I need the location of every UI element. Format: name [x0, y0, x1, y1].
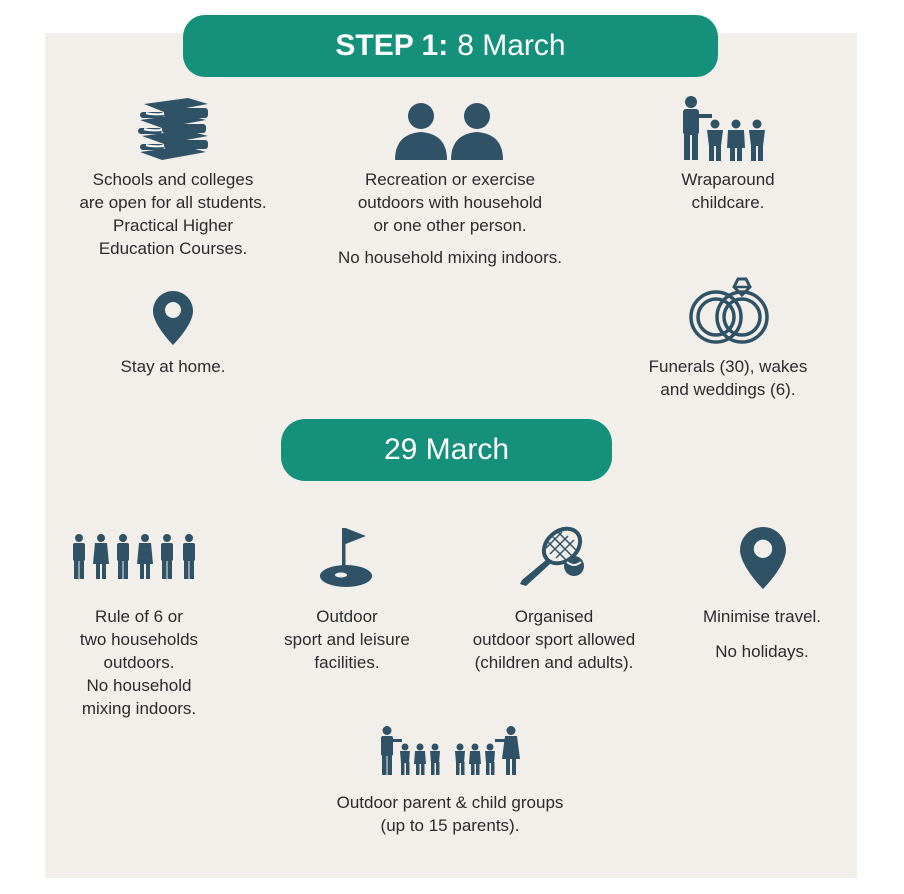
- books-icon: [136, 98, 212, 164]
- location-pin-icon: [153, 291, 193, 345]
- travel-text: Minimise travel. No holidays.: [676, 605, 848, 663]
- adult-children-icon: [680, 96, 776, 162]
- six-people-icon: [70, 534, 204, 580]
- parent-child-groups-icon: [378, 726, 524, 776]
- funerals-text: Funerals (30), wakes and weddings (6).: [648, 357, 808, 399]
- childcare-text: Wraparound childcare.: [681, 170, 775, 212]
- parent-groups-text: Outdoor parent & child groups (up to 15 parents).: [336, 793, 564, 835]
- rule-of-six-text: Rule of 6 or two households outdoors. No household mixing indoors.: [79, 607, 199, 718]
- travel-note: No holidays.: [715, 642, 809, 661]
- outdoor-sport-text: Outdoor sport and leisure facilities.: [284, 607, 410, 672]
- step1-title-date: 8 March: [457, 29, 566, 62]
- step2-banner: [281, 419, 612, 481]
- step2-title: 29 March: [383, 433, 510, 466]
- step1-title-bold: STEP 1:: [335, 29, 449, 62]
- location-pin-icon: [740, 527, 786, 589]
- two-people-icon: [395, 102, 503, 160]
- organised-sport-text: Organised outdoor sport allowed (children and adults).: [472, 607, 636, 672]
- recreation-text: Recreation or exercise outdoors with household or one other person. No household mixing indoors.: [300, 168, 600, 269]
- schools-text: Schools and colleges are open for all students. Practical Higher Education Courses.: [79, 170, 267, 258]
- wedding-rings-icon: [683, 275, 775, 347]
- golf-flag-icon: [318, 526, 378, 588]
- recreation-note: No household mixing indoors.: [338, 248, 562, 267]
- stay-home-text: Stay at home.: [120, 357, 226, 376]
- tennis-racket-icon: [518, 526, 592, 590]
- step1-banner: [183, 15, 718, 77]
